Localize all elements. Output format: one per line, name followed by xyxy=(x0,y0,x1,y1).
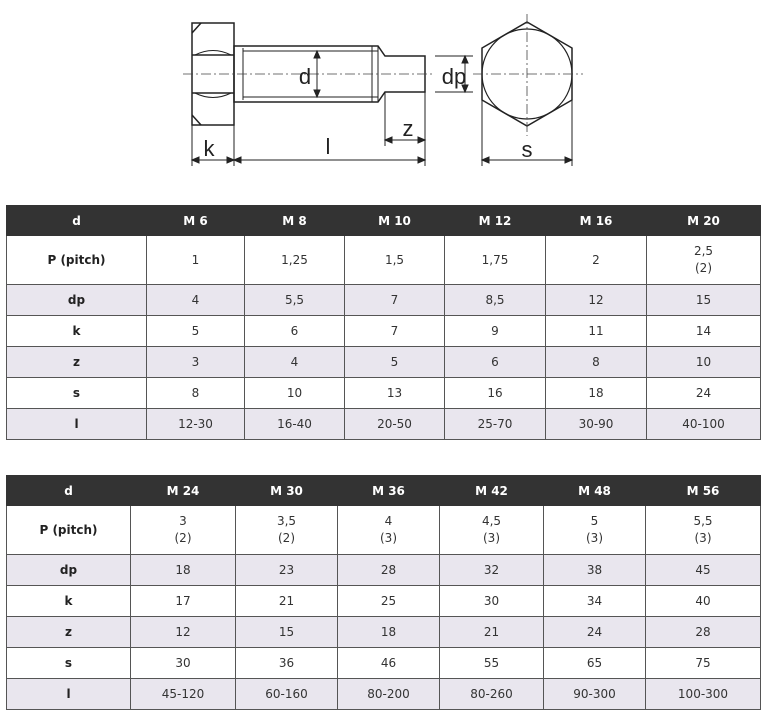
table-cell xyxy=(647,236,761,285)
row-header: k xyxy=(7,586,131,617)
cell-value: 7 xyxy=(390,323,399,338)
cell-value: 24 xyxy=(586,624,603,639)
table-row xyxy=(7,648,761,679)
cell-value: (2) xyxy=(695,261,712,275)
table-cell xyxy=(647,409,761,440)
table-cell xyxy=(544,679,646,710)
table-cell xyxy=(147,347,245,378)
table-cell xyxy=(131,617,236,648)
cell-value: 13 xyxy=(386,385,403,400)
table-cell xyxy=(245,378,345,409)
cell-value: 5 xyxy=(191,323,200,338)
table-cell xyxy=(440,679,544,710)
table-cell xyxy=(445,316,546,347)
table-row xyxy=(7,236,761,285)
column-header-size: M 6 xyxy=(147,206,245,236)
table-cell xyxy=(131,506,236,555)
cell-value: 25-70 xyxy=(477,416,513,431)
cell-value: (3) xyxy=(586,531,603,545)
cell-value: 16 xyxy=(487,385,503,400)
table-cell xyxy=(646,555,761,586)
table-cell xyxy=(445,347,546,378)
cell-value: 45-120 xyxy=(161,686,205,701)
cell-value: 30-90 xyxy=(578,416,614,431)
bolt-technical-drawing xyxy=(135,6,631,180)
table-cell xyxy=(131,648,236,679)
table-row xyxy=(7,555,761,586)
cell-value: 21 xyxy=(278,593,295,608)
cell-value: 75 xyxy=(695,655,711,670)
cell-value: 36 xyxy=(278,655,295,670)
cell-value: (3) xyxy=(483,531,500,545)
table-cell xyxy=(236,586,338,617)
table-cell xyxy=(338,555,440,586)
table-cell xyxy=(646,617,761,648)
table-row xyxy=(7,409,761,440)
cell-value: 21 xyxy=(483,624,500,639)
row-header: dp xyxy=(7,285,147,316)
table-cell xyxy=(345,378,445,409)
column-header-d: d xyxy=(7,476,131,506)
header-row xyxy=(7,476,761,506)
cell-value: 5 xyxy=(590,514,599,528)
table-cell xyxy=(345,316,445,347)
table-row xyxy=(7,378,761,409)
cell-value: 4,5 xyxy=(481,514,502,528)
cell-value: 3 xyxy=(179,514,187,528)
cell-value: 3 xyxy=(191,354,200,369)
table-cell xyxy=(147,378,245,409)
cell-value: 46 xyxy=(380,655,397,670)
table-cell xyxy=(236,617,338,648)
table-cell xyxy=(546,347,647,378)
cell-value: 38 xyxy=(586,562,603,577)
row-header: k xyxy=(7,316,147,347)
header-row xyxy=(7,206,761,236)
table-cell xyxy=(440,617,544,648)
table-cell xyxy=(236,555,338,586)
cell-value: (2) xyxy=(174,531,192,545)
table-cell xyxy=(131,586,236,617)
table-cell xyxy=(544,617,646,648)
cell-value: (3) xyxy=(694,531,712,545)
table-cell xyxy=(338,679,440,710)
cell-value: 18 xyxy=(175,562,191,577)
cell-value: 5 xyxy=(390,354,399,369)
column-header-size: M 36 xyxy=(338,476,440,506)
table-cell xyxy=(445,236,546,285)
column-header-size: M 56 xyxy=(646,476,761,506)
label-k: k xyxy=(203,136,215,161)
cell-value: 34 xyxy=(586,593,603,608)
cell-value: 30 xyxy=(175,655,191,670)
cell-value: 1,75 xyxy=(481,252,509,267)
cell-value: 1,25 xyxy=(281,252,308,267)
table-cell xyxy=(647,347,761,378)
row-header: l xyxy=(7,679,131,710)
table-cell xyxy=(147,409,245,440)
table-cell xyxy=(245,236,345,285)
table-cell xyxy=(245,347,345,378)
table-cell xyxy=(440,506,544,555)
cell-value: 60-160 xyxy=(265,686,308,701)
cell-value: 5,5 xyxy=(284,292,305,307)
cell-value: 6 xyxy=(290,323,299,338)
cell-value: 40 xyxy=(695,593,711,608)
cell-value: 12-30 xyxy=(178,416,213,431)
table-cell xyxy=(345,347,445,378)
cell-value: 25 xyxy=(380,593,397,608)
dimensions-table-small xyxy=(6,205,761,440)
table-cell xyxy=(647,316,761,347)
row-header: P (pitch) xyxy=(7,236,147,285)
table-cell xyxy=(546,409,647,440)
table-cell xyxy=(546,285,647,316)
row-header: z xyxy=(7,347,147,378)
cell-value: 8,5 xyxy=(485,292,505,307)
label-z: z xyxy=(402,116,414,141)
cell-value: 4 xyxy=(384,514,393,528)
table-cell xyxy=(647,378,761,409)
column-header-size: M 48 xyxy=(544,476,646,506)
column-header-size: M 20 xyxy=(647,206,761,236)
cell-value: 55 xyxy=(483,655,500,670)
column-header-size: M 24 xyxy=(131,476,236,506)
column-header-size: M 10 xyxy=(345,206,445,236)
table-cell xyxy=(544,648,646,679)
table-row xyxy=(7,506,761,555)
cell-value: 16-40 xyxy=(277,416,312,431)
row-header: l xyxy=(7,409,147,440)
table-row xyxy=(7,285,761,316)
table-cell xyxy=(236,506,338,555)
table-cell xyxy=(338,648,440,679)
table-cell xyxy=(131,679,236,710)
cell-value: 45 xyxy=(695,562,711,577)
table-row xyxy=(7,586,761,617)
cell-value: 8 xyxy=(191,385,200,400)
table-cell xyxy=(345,285,445,316)
cell-value: 4 xyxy=(290,354,299,369)
cell-value: 17 xyxy=(175,593,191,608)
cell-value: (2) xyxy=(278,531,295,545)
column-header-size: M 12 xyxy=(445,206,546,236)
table-cell xyxy=(345,236,445,285)
table-cell xyxy=(345,409,445,440)
cell-value: 28 xyxy=(380,562,397,577)
cell-value: 18 xyxy=(380,624,397,639)
table-cell xyxy=(445,378,546,409)
table-cell xyxy=(245,316,345,347)
cell-value: 5,5 xyxy=(693,514,713,528)
cell-value: 8 xyxy=(592,354,600,369)
cell-value: 2 xyxy=(592,252,600,267)
table-cell xyxy=(338,617,440,648)
cell-value: (3) xyxy=(380,531,397,545)
cell-value: 65 xyxy=(586,655,603,670)
table-cell xyxy=(245,409,345,440)
table-cell xyxy=(236,679,338,710)
label-l: l xyxy=(325,134,331,159)
table-cell xyxy=(147,316,245,347)
cell-value: 4 xyxy=(191,292,200,307)
table-cell xyxy=(440,648,544,679)
cell-value: 9 xyxy=(491,323,499,338)
table-cell xyxy=(440,555,544,586)
label-d: d xyxy=(298,64,312,89)
table-cell xyxy=(445,285,546,316)
table-cell xyxy=(236,648,338,679)
column-header-size: M 30 xyxy=(236,476,338,506)
cell-value: 23 xyxy=(278,562,295,577)
table-cell xyxy=(440,586,544,617)
cell-value: 80-200 xyxy=(367,686,410,701)
label-dp: dp xyxy=(441,64,467,89)
cell-value: 30 xyxy=(483,593,500,608)
table-cell xyxy=(445,409,546,440)
table-cell xyxy=(647,285,761,316)
cell-value: 15 xyxy=(278,624,295,639)
row-header: s xyxy=(7,648,131,679)
table-cell xyxy=(546,378,647,409)
cell-value: 11 xyxy=(588,323,604,338)
table-cell xyxy=(338,506,440,555)
column-header-size: M 8 xyxy=(245,206,345,236)
row-header: s xyxy=(7,378,147,409)
label-s: s xyxy=(521,137,533,162)
cell-value: 20-50 xyxy=(377,416,412,431)
table-cell xyxy=(544,555,646,586)
cell-value: 10 xyxy=(286,385,303,400)
cell-value: 24 xyxy=(695,385,712,400)
row-header: dp xyxy=(7,555,131,586)
column-header-size: M 42 xyxy=(440,476,544,506)
table-row xyxy=(7,316,761,347)
column-header-size: M 16 xyxy=(546,206,647,236)
table-row xyxy=(7,617,761,648)
cell-value: 15 xyxy=(695,292,712,307)
table-cell xyxy=(546,316,647,347)
cell-value: 12 xyxy=(588,292,604,307)
table-cell xyxy=(147,236,245,285)
table-cell xyxy=(646,586,761,617)
table-cell xyxy=(131,555,236,586)
cell-value: 80-260 xyxy=(470,686,513,701)
cell-value: 1 xyxy=(191,252,200,267)
cell-value: 7 xyxy=(390,292,399,307)
table-cell xyxy=(646,648,761,679)
cell-value: 6 xyxy=(491,354,499,369)
cell-value: 28 xyxy=(695,624,711,639)
table-cell xyxy=(338,586,440,617)
table-cell xyxy=(147,285,245,316)
cell-value: 90-300 xyxy=(573,686,616,701)
table-cell xyxy=(546,236,647,285)
table-row xyxy=(7,347,761,378)
cell-value: 100-300 xyxy=(677,686,729,701)
row-header: z xyxy=(7,617,131,648)
dimensions-table-large xyxy=(6,475,761,710)
table-cell xyxy=(646,506,761,555)
cell-value: 40-100 xyxy=(682,416,725,431)
cell-value: 1,5 xyxy=(384,252,405,267)
table-cell xyxy=(646,679,761,710)
cell-value: 10 xyxy=(695,354,712,369)
cell-value: 32 xyxy=(483,562,500,577)
cell-value: 12 xyxy=(175,624,191,639)
column-header-d: d xyxy=(7,206,147,236)
cell-value: 2,5 xyxy=(693,244,714,258)
table-cell xyxy=(544,506,646,555)
table-cell xyxy=(544,586,646,617)
cell-value: 18 xyxy=(588,385,604,400)
cell-value: 3,5 xyxy=(276,514,297,528)
table-row xyxy=(7,679,761,710)
cell-value: 14 xyxy=(695,323,712,338)
table-cell xyxy=(245,285,345,316)
row-header: P (pitch) xyxy=(7,506,131,555)
